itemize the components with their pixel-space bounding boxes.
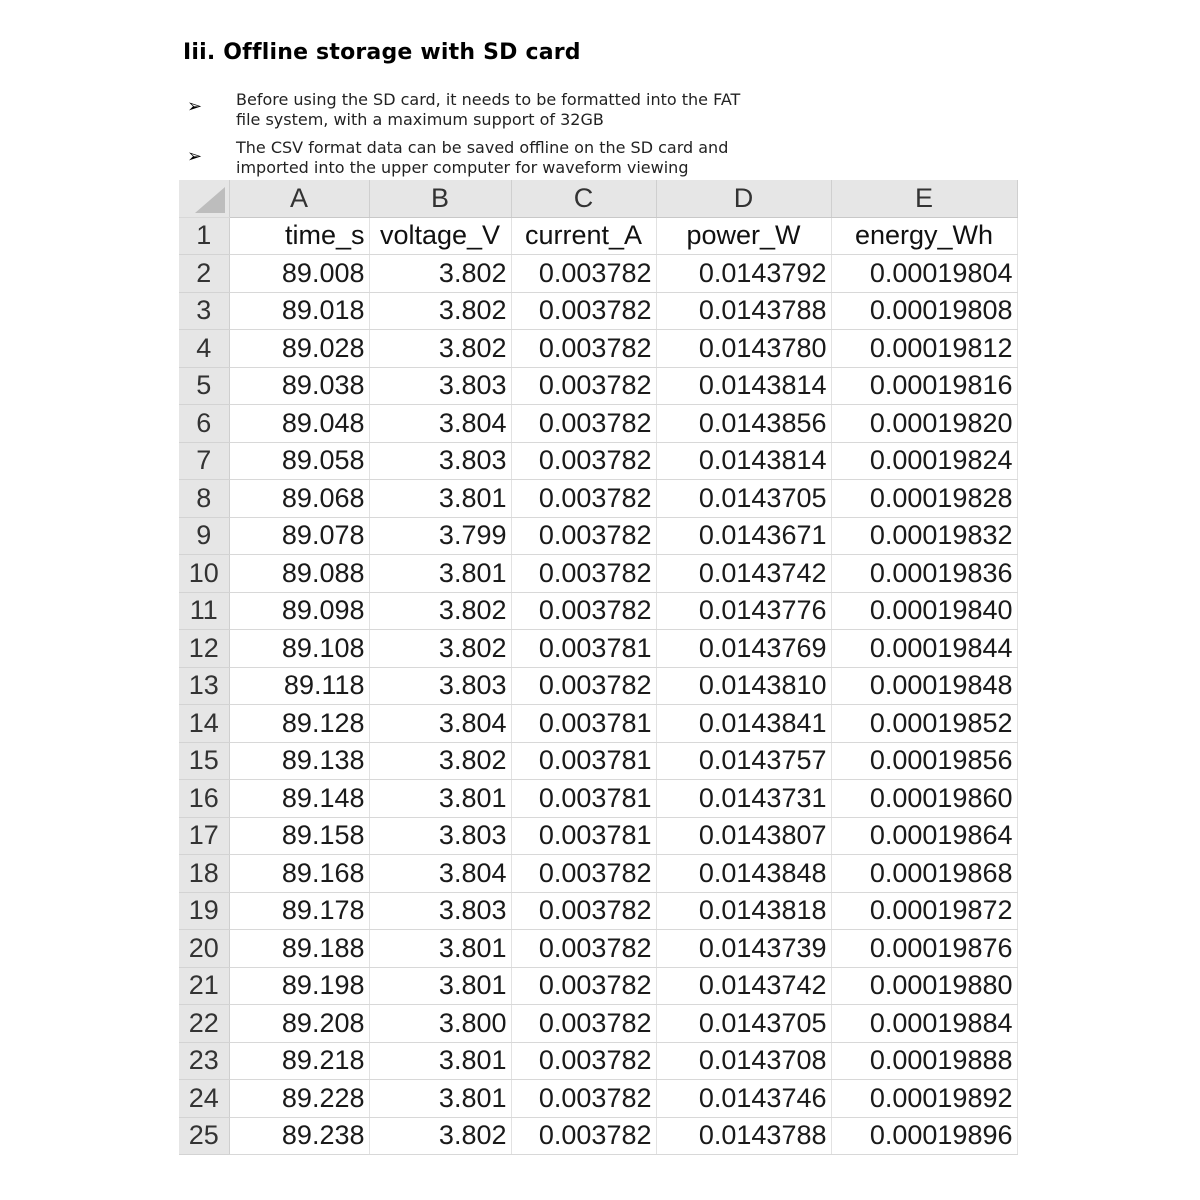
column-header-b[interactable]: B [369, 180, 511, 217]
cell-header-time[interactable]: time_s [229, 217, 369, 255]
cell-current[interactable]: 0.003782 [511, 667, 656, 705]
section-heading: Iii. Offline storage with SD card [183, 40, 581, 65]
table-row [179, 780, 1017, 818]
cell-header-energy[interactable]: energy_Wh [831, 217, 1017, 255]
cell-voltage[interactable]: 3.802 [369, 1117, 511, 1155]
bullet-arrow-icon: ➢ [187, 96, 203, 117]
row-header[interactable]: 12 [179, 630, 229, 668]
row-header[interactable]: 5 [179, 367, 229, 405]
row-header[interactable]: 3 [179, 292, 229, 330]
cell-time[interactable]: 89.228 [229, 1080, 369, 1118]
table-row [179, 705, 1017, 743]
cell-current[interactable]: 0.003782 [511, 555, 656, 593]
cell-energy[interactable]: 0.00019876 [831, 930, 1017, 968]
cell-energy[interactable]: 0.00019888 [831, 1042, 1017, 1080]
table-row [179, 892, 1017, 930]
cell-time[interactable]: 89.118 [229, 667, 369, 705]
column-header-e[interactable]: E [831, 180, 1017, 217]
cell-voltage[interactable]: 3.801 [369, 780, 511, 818]
cell-voltage[interactable]: 3.801 [369, 967, 511, 1005]
column-header-a[interactable]: A [229, 180, 369, 217]
cell-voltage[interactable]: 3.804 [369, 855, 511, 893]
note-line: imported into the upper computer for waveform viewing [236, 158, 689, 177]
row-header[interactable]: 19 [179, 892, 229, 930]
cell-energy[interactable]: 0.00019860 [831, 780, 1017, 818]
cell-voltage[interactable]: 3.802 [369, 742, 511, 780]
note-csv-export [236, 138, 856, 178]
table-row [179, 1117, 1017, 1155]
cell-time[interactable]: 89.208 [229, 1005, 369, 1043]
cell-energy[interactable]: 0.00019828 [831, 480, 1017, 518]
cell-energy[interactable]: 0.00019844 [831, 630, 1017, 668]
table-row [179, 1005, 1017, 1043]
table-row [179, 592, 1017, 630]
cell-time[interactable]: 89.178 [229, 892, 369, 930]
cell-current[interactable]: 0.003782 [511, 1005, 656, 1043]
row-header[interactable]: 7 [179, 442, 229, 480]
column-header-d[interactable]: D [656, 180, 831, 217]
cell-header-voltage[interactable]: voltage_V [369, 217, 511, 255]
row-header[interactable]: 20 [179, 930, 229, 968]
cell-power[interactable]: 0.0143776 [656, 592, 831, 630]
cell-energy[interactable]: 0.00019872 [831, 892, 1017, 930]
cell-power[interactable]: 0.0143705 [656, 480, 831, 518]
cell-current[interactable]: 0.003782 [511, 892, 656, 930]
cell-current[interactable]: 0.003782 [511, 442, 656, 480]
cell-time[interactable]: 89.138 [229, 742, 369, 780]
cell-energy[interactable]: 0.00019840 [831, 592, 1017, 630]
row-header[interactable]: 9 [179, 517, 229, 555]
table-row [179, 255, 1017, 293]
table-row [179, 855, 1017, 893]
cell-energy[interactable]: 0.00019816 [831, 367, 1017, 405]
cell-time[interactable]: 89.238 [229, 1117, 369, 1155]
cell-time[interactable]: 89.008 [229, 255, 369, 293]
cell-power[interactable]: 0.0143814 [656, 367, 831, 405]
table-row [179, 367, 1017, 405]
cell-voltage[interactable]: 3.803 [369, 817, 511, 855]
table-row [179, 667, 1017, 705]
cell-voltage[interactable]: 3.802 [369, 292, 511, 330]
cell-current[interactable]: 0.003782 [511, 292, 656, 330]
cell-power[interactable]: 0.0143788 [656, 292, 831, 330]
table-row [179, 555, 1017, 593]
cell-power[interactable]: 0.0143780 [656, 330, 831, 368]
cell-voltage[interactable]: 3.801 [369, 1080, 511, 1118]
table-row [179, 967, 1017, 1005]
cell-voltage[interactable]: 3.802 [369, 330, 511, 368]
cell-power[interactable]: 0.0143731 [656, 780, 831, 818]
cell-voltage[interactable]: 3.804 [369, 705, 511, 743]
cell-energy[interactable]: 0.00019884 [831, 1005, 1017, 1043]
table-row [179, 630, 1017, 668]
cell-power[interactable]: 0.0143769 [656, 630, 831, 668]
cell-power[interactable]: 0.0143708 [656, 1042, 831, 1080]
note-line: file system, with a maximum support of 32GB [236, 110, 604, 129]
table-row [179, 442, 1017, 480]
cell-time[interactable]: 89.158 [229, 817, 369, 855]
cell-time[interactable]: 89.058 [229, 442, 369, 480]
cell-power[interactable]: 0.0143856 [656, 405, 831, 443]
cell-time[interactable]: 89.088 [229, 555, 369, 593]
cell-power[interactable]: 0.0143742 [656, 555, 831, 593]
table-row [179, 405, 1017, 443]
cell-voltage[interactable]: 3.803 [369, 892, 511, 930]
note-format-sd [236, 90, 856, 130]
row-header[interactable]: 15 [179, 742, 229, 780]
table-row [179, 1080, 1017, 1118]
cell-energy[interactable]: 0.00019848 [831, 667, 1017, 705]
bullet-arrow-icon: ➢ [187, 146, 203, 167]
cell-header-current[interactable]: current_A [511, 217, 656, 255]
spreadsheet-grid [179, 180, 1018, 1155]
cell-energy[interactable]: 0.00019832 [831, 517, 1017, 555]
table-row [179, 817, 1017, 855]
header-data-row [179, 217, 1017, 255]
cell-energy[interactable]: 0.00019856 [831, 742, 1017, 780]
cell-time[interactable]: 89.188 [229, 930, 369, 968]
cell-power[interactable]: 0.0143739 [656, 930, 831, 968]
cell-current[interactable]: 0.003781 [511, 817, 656, 855]
cell-voltage[interactable]: 3.803 [369, 442, 511, 480]
row-header[interactable]: 11 [179, 592, 229, 630]
cell-voltage[interactable]: 3.802 [369, 255, 511, 293]
row-header[interactable]: 13 [179, 667, 229, 705]
cell-time[interactable]: 89.028 [229, 330, 369, 368]
row-header[interactable]: 4 [179, 330, 229, 368]
cell-current[interactable]: 0.003782 [511, 855, 656, 893]
note-line: The CSV format data can be saved offline on the SD card and [236, 138, 729, 157]
cell-current[interactable]: 0.003782 [511, 930, 656, 968]
cell-current[interactable]: 0.003782 [511, 967, 656, 1005]
table-row [179, 480, 1017, 518]
cell-voltage[interactable]: 3.800 [369, 1005, 511, 1043]
cell-header-power[interactable]: power_W [656, 217, 831, 255]
column-header-c[interactable]: C [511, 180, 656, 217]
row-header[interactable]: 6 [179, 405, 229, 443]
cell-power[interactable]: 0.0143742 [656, 967, 831, 1005]
cell-current[interactable]: 0.003782 [511, 1042, 656, 1080]
cell-current[interactable]: 0.003781 [511, 630, 656, 668]
row-header[interactable]: 25 [179, 1117, 229, 1155]
cell-voltage[interactable]: 3.802 [369, 592, 511, 630]
cell-time[interactable]: 89.068 [229, 480, 369, 518]
cell-energy[interactable]: 0.00019868 [831, 855, 1017, 893]
cell-voltage[interactable]: 3.799 [369, 517, 511, 555]
cell-energy[interactable]: 0.00019812 [831, 330, 1017, 368]
cell-energy[interactable]: 0.00019852 [831, 705, 1017, 743]
cell-power[interactable]: 0.0143788 [656, 1117, 831, 1155]
cell-voltage[interactable]: 3.804 [369, 405, 511, 443]
cell-current[interactable]: 0.003782 [511, 1117, 656, 1155]
cell-power[interactable]: 0.0143746 [656, 1080, 831, 1118]
cell-power[interactable]: 0.0143705 [656, 1005, 831, 1043]
cell-voltage[interactable]: 3.801 [369, 1042, 511, 1080]
cell-time[interactable]: 89.018 [229, 292, 369, 330]
cell-voltage[interactable]: 3.801 [369, 480, 511, 518]
cell-energy[interactable]: 0.00019864 [831, 817, 1017, 855]
cell-voltage[interactable]: 3.802 [369, 630, 511, 668]
cell-time[interactable]: 89.168 [229, 855, 369, 893]
row-header[interactable]: 17 [179, 817, 229, 855]
cell-energy[interactable]: 0.00019820 [831, 405, 1017, 443]
table-row [179, 330, 1017, 368]
row-header[interactable]: 10 [179, 555, 229, 593]
row-header[interactable]: 24 [179, 1080, 229, 1118]
row-header[interactable]: 1 [179, 217, 229, 255]
cell-power[interactable]: 0.0143807 [656, 817, 831, 855]
cell-time[interactable]: 89.218 [229, 1042, 369, 1080]
cell-power[interactable]: 0.0143792 [656, 255, 831, 293]
note-line: Before using the SD card, it needs to be formatted into the FAT [236, 90, 741, 109]
cell-voltage[interactable]: 3.801 [369, 555, 511, 593]
row-header[interactable]: 2 [179, 255, 229, 293]
cell-current[interactable]: 0.003781 [511, 780, 656, 818]
cell-power[interactable]: 0.0143814 [656, 442, 831, 480]
cell-time[interactable]: 89.078 [229, 517, 369, 555]
cell-current[interactable]: 0.003782 [511, 592, 656, 630]
row-header[interactable]: 16 [179, 780, 229, 818]
cell-power[interactable]: 0.0143818 [656, 892, 831, 930]
cell-current[interactable]: 0.003782 [511, 367, 656, 405]
cell-power[interactable]: 0.0143757 [656, 742, 831, 780]
cell-time[interactable]: 89.048 [229, 405, 369, 443]
cell-time[interactable]: 89.038 [229, 367, 369, 405]
cell-voltage[interactable]: 3.803 [369, 667, 511, 705]
select-all-corner[interactable] [179, 180, 229, 217]
table-row [179, 930, 1017, 968]
cell-time[interactable]: 89.148 [229, 780, 369, 818]
cell-voltage[interactable]: 3.803 [369, 367, 511, 405]
cell-time[interactable]: 89.108 [229, 630, 369, 668]
cell-current[interactable]: 0.003782 [511, 1080, 656, 1118]
cell-power[interactable]: 0.0143671 [656, 517, 831, 555]
row-header[interactable]: 8 [179, 480, 229, 518]
cell-power[interactable]: 0.0143841 [656, 705, 831, 743]
row-header[interactable]: 21 [179, 967, 229, 1005]
column-header-row [179, 180, 1017, 217]
cell-energy[interactable]: 0.00019892 [831, 1080, 1017, 1118]
cell-energy[interactable]: 0.00019804 [831, 255, 1017, 293]
cell-time[interactable]: 89.198 [229, 967, 369, 1005]
cell-current[interactable]: 0.003781 [511, 705, 656, 743]
cell-current[interactable]: 0.003781 [511, 742, 656, 780]
table-row [179, 1042, 1017, 1080]
cell-power[interactable]: 0.0143848 [656, 855, 831, 893]
cell-voltage[interactable]: 3.801 [369, 930, 511, 968]
cell-energy[interactable]: 0.00019824 [831, 442, 1017, 480]
cell-power[interactable]: 0.0143810 [656, 667, 831, 705]
cell-current[interactable]: 0.003782 [511, 405, 656, 443]
cell-current[interactable]: 0.003782 [511, 255, 656, 293]
cell-time[interactable]: 89.128 [229, 705, 369, 743]
select-all-triangle-icon [195, 187, 225, 213]
table-row [179, 742, 1017, 780]
cell-current[interactable]: 0.003782 [511, 330, 656, 368]
row-header[interactable]: 22 [179, 1005, 229, 1043]
cell-energy[interactable]: 0.00019880 [831, 967, 1017, 1005]
table-row [179, 292, 1017, 330]
table-row [179, 517, 1017, 555]
row-header[interactable]: 23 [179, 1042, 229, 1080]
cell-current[interactable]: 0.003782 [511, 480, 656, 518]
cell-energy[interactable]: 0.00019896 [831, 1117, 1017, 1155]
row-header[interactable]: 14 [179, 705, 229, 743]
cell-time[interactable]: 89.098 [229, 592, 369, 630]
row-header[interactable]: 18 [179, 855, 229, 893]
cell-energy[interactable]: 0.00019808 [831, 292, 1017, 330]
cell-energy[interactable]: 0.00019836 [831, 555, 1017, 593]
cell-current[interactable]: 0.003782 [511, 517, 656, 555]
